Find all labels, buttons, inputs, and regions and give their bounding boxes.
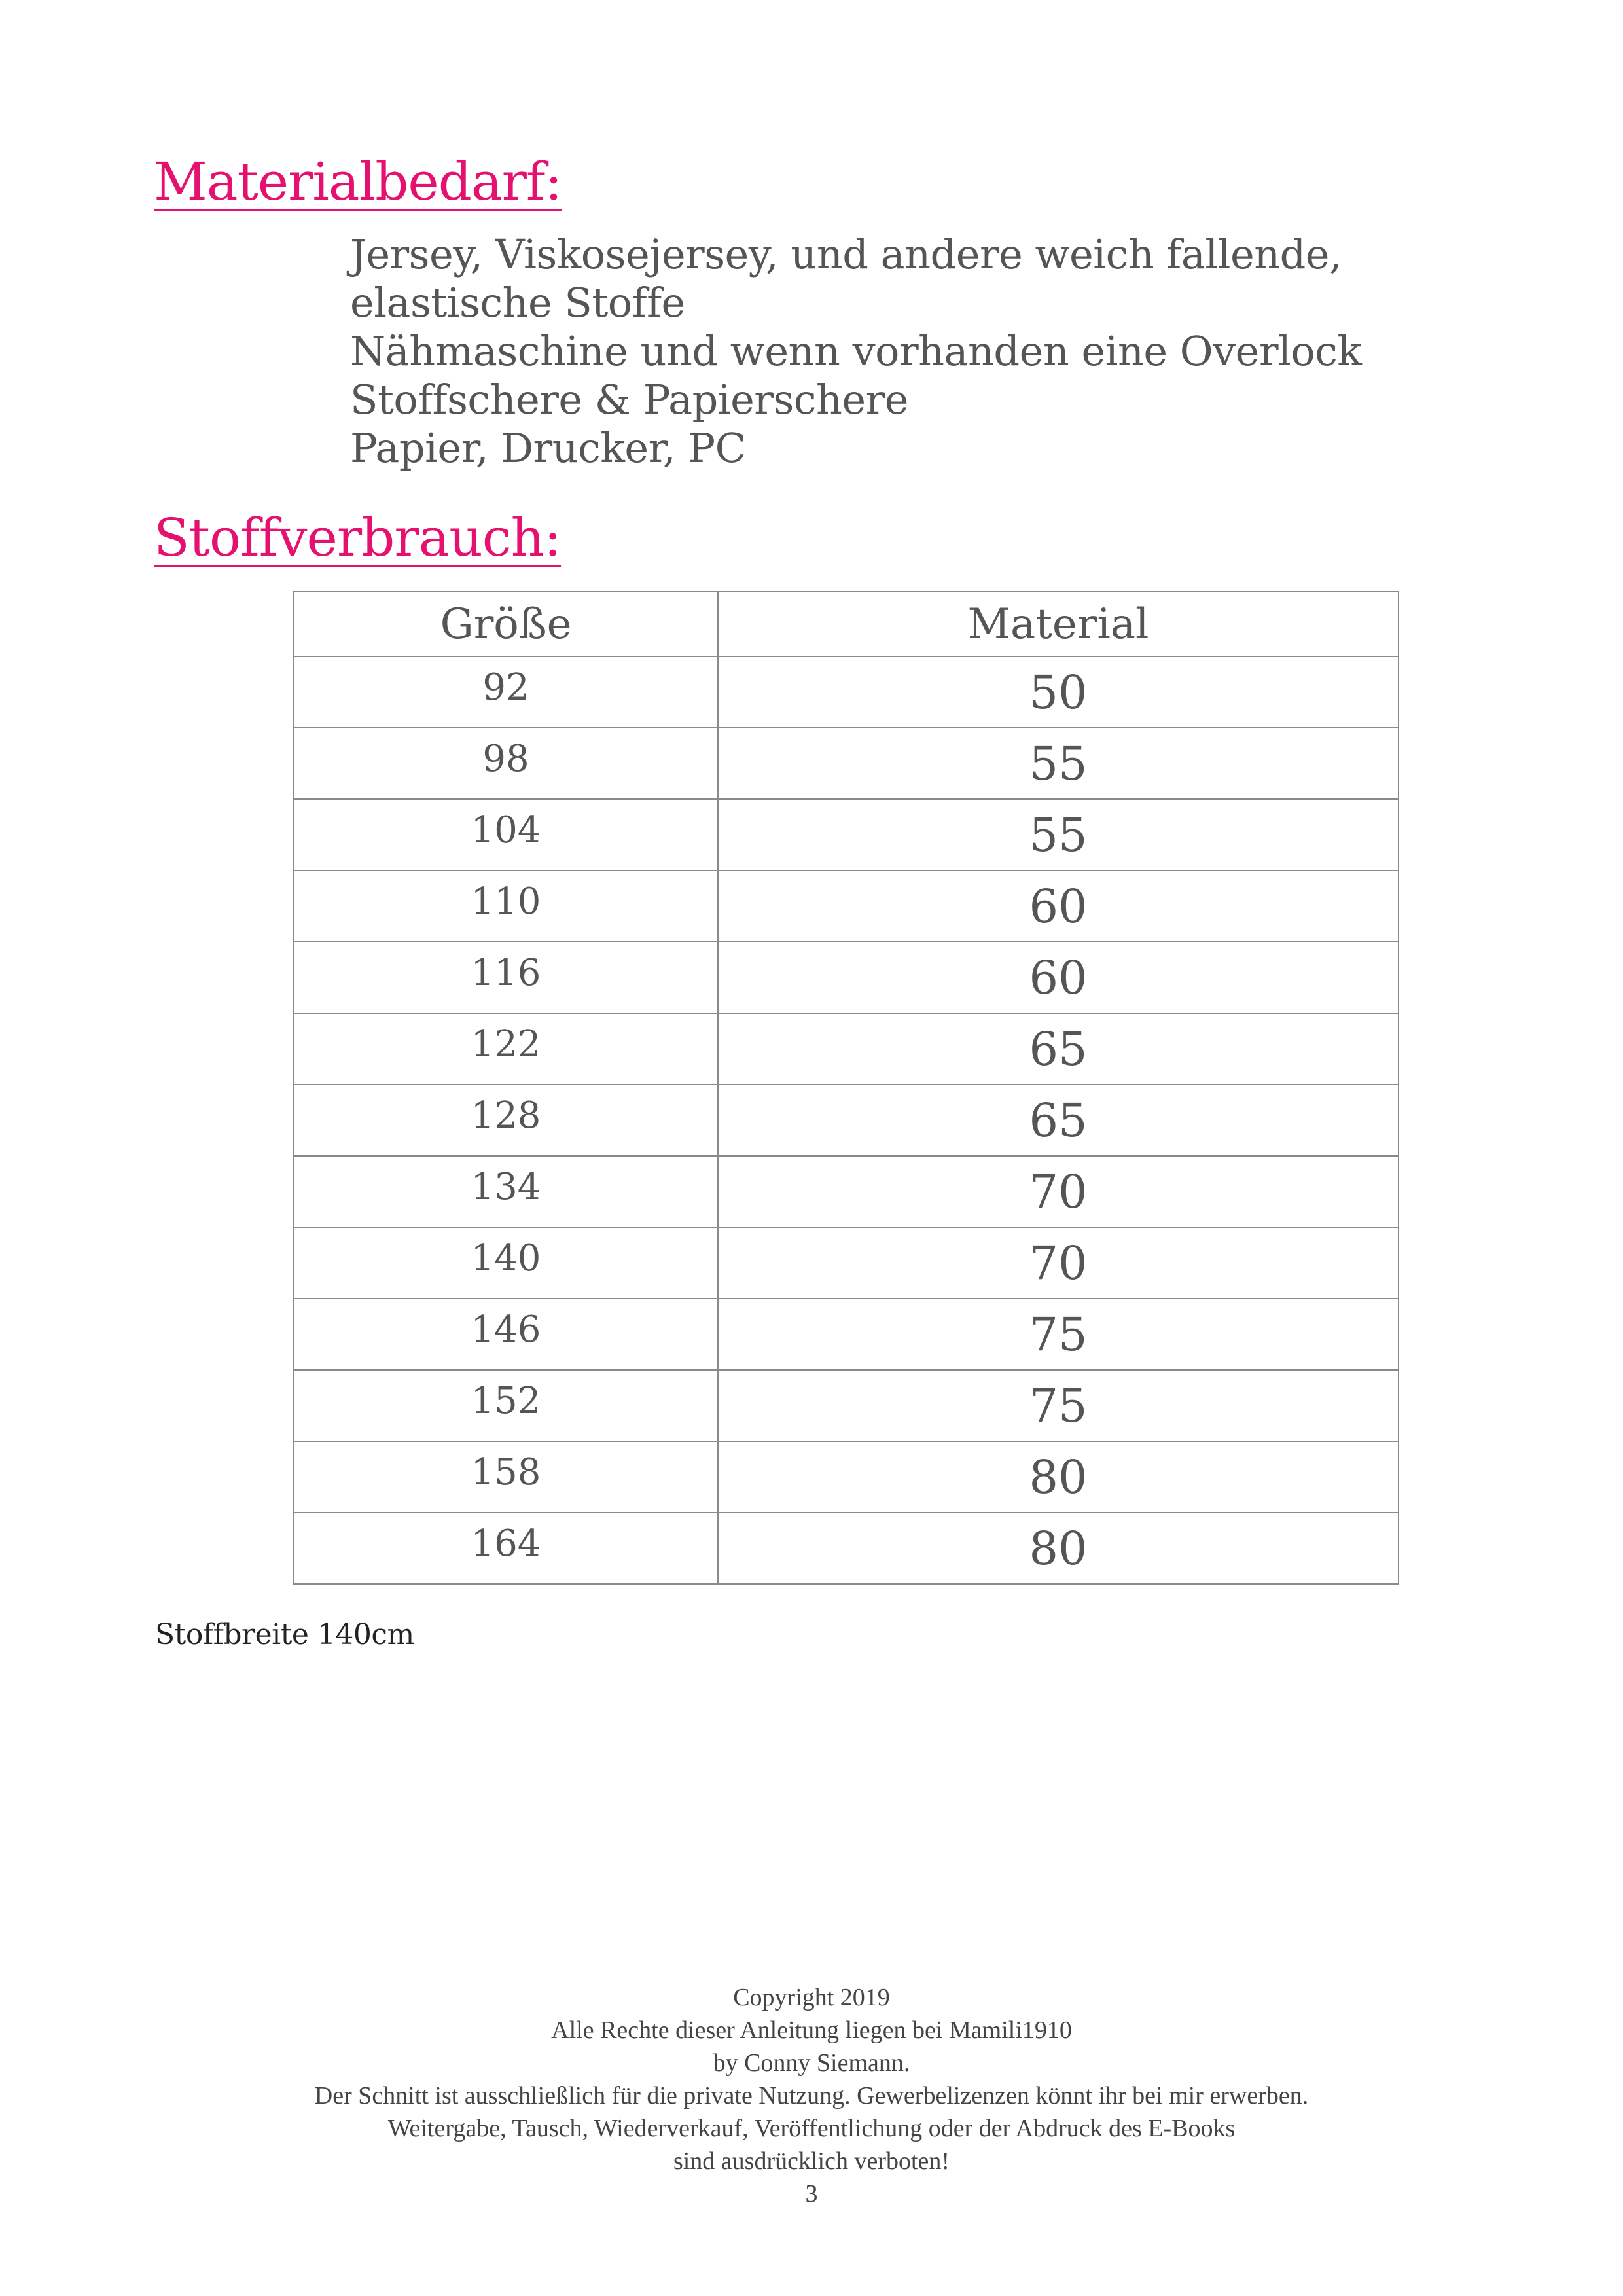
table-row: [294, 942, 1399, 1013]
table-row: [294, 1370, 1399, 1441]
material-cell: 75: [718, 1370, 1399, 1441]
table-row: [294, 1299, 1399, 1370]
table-row: [294, 728, 1399, 799]
material-cell: 75: [718, 1299, 1399, 1370]
footer-line: Weitergabe, Tausch, Wiederverkauf, Veröffentlichung oder der Abdruck des E-Books: [387, 2115, 1236, 2142]
size-cell: 122: [294, 1013, 718, 1085]
material-cell: 65: [718, 1085, 1399, 1156]
material-heading: Materialbedarf:: [154, 151, 562, 212]
size-cell: 98: [294, 728, 718, 799]
fabric-usage-table: [293, 591, 1399, 1585]
table-row: [294, 1513, 1399, 1584]
footer-line: Copyright 2019: [733, 1984, 890, 2011]
material-cell: 80: [718, 1441, 1399, 1513]
size-cell: 146: [294, 1299, 718, 1370]
material-cell: 80: [718, 1513, 1399, 1584]
material-cell: 70: [718, 1227, 1399, 1299]
material-item: Nähmaschine und wenn vorhanden eine Overlock: [350, 327, 1362, 375]
size-cell: 92: [294, 656, 718, 728]
material-item: Papier, Drucker, PC: [350, 424, 746, 472]
material-cell: 60: [718, 870, 1399, 942]
material-item: Jersey, Viskosejersey, und andere weich fallende,: [350, 230, 1342, 278]
table-row: [294, 1013, 1399, 1085]
size-cell: 134: [294, 1156, 718, 1227]
copyright-footer: [0, 1981, 1623, 2210]
footer-line: sind ausdrücklich verboten!: [673, 2147, 950, 2175]
fabric-usage-heading: Stoffverbrauch:: [154, 507, 562, 568]
material-item: Stoffschere & Papierschere: [350, 376, 908, 423]
material-item: elastische Stoffe: [350, 279, 685, 327]
size-cell: 116: [294, 942, 718, 1013]
column-header-material: Material: [718, 592, 1399, 656]
size-cell: 158: [294, 1441, 718, 1513]
table-row: [294, 656, 1399, 728]
table-row: [294, 1085, 1399, 1156]
material-cell: 55: [718, 799, 1399, 870]
table-row: [294, 1156, 1399, 1227]
material-cell: 55: [718, 728, 1399, 799]
size-cell: 140: [294, 1227, 718, 1299]
material-cell: 65: [718, 1013, 1399, 1085]
material-cell: 60: [718, 942, 1399, 1013]
table-row: [294, 799, 1399, 870]
material-list: [350, 230, 1361, 473]
table-row: [294, 1227, 1399, 1299]
size-cell: 164: [294, 1513, 718, 1584]
size-cell: 152: [294, 1370, 718, 1441]
size-cell: 104: [294, 799, 718, 870]
footer-line: Der Schnitt ist ausschließlich für die private Nutzung. Gewerbelizenzen könnt ihr bei mir erwerben.: [314, 2082, 1309, 2109]
footer-line: by Conny Siemann.: [713, 2049, 910, 2077]
page-number: 3: [805, 2180, 818, 2208]
footer-line: Alle Rechte dieser Anleitung liegen bei Mamili1910: [551, 2017, 1072, 2044]
size-cell: 110: [294, 870, 718, 942]
table-row: [294, 870, 1399, 942]
fabric-width-note: Stoffbreite 140cm: [155, 1618, 414, 1651]
size-cell: 128: [294, 1085, 718, 1156]
material-cell: 50: [718, 656, 1399, 728]
material-cell: 70: [718, 1156, 1399, 1227]
table-header-row: [294, 592, 1399, 656]
table-row: [294, 1441, 1399, 1513]
column-header-size: Größe: [294, 592, 718, 656]
